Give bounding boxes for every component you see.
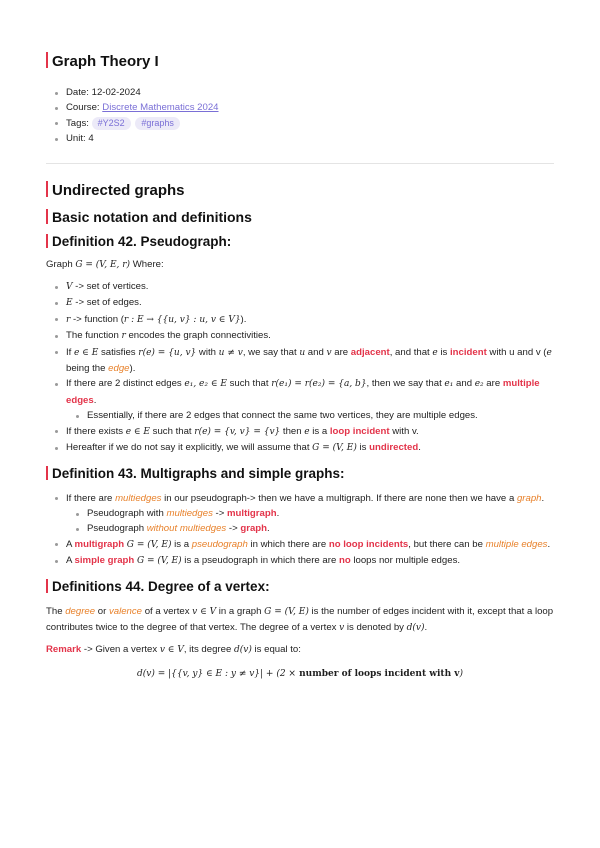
list-item: If e ∈ E satisfies r(e) = {u, v} with u ≠ v, we say that u and v are adjacent, and that e is incident with u and v (e being the edge). [46, 345, 554, 377]
remark: Remark -> Given a vertex v ∈ V, its degree d(v) is equal to: [46, 644, 301, 656]
section-heading-basic: Basic notation and definitions [46, 208, 554, 227]
definition-43-list [46, 491, 554, 570]
list-item: Pseudograph with multiedges -> multigraph. [46, 506, 554, 521]
meta-course: Course: Discrete Mathematics 2024 [46, 100, 554, 115]
tag-y2s2[interactable]: #Y2S2 [92, 117, 131, 130]
list-item: Essentially, if there are 2 edges that connect the same two vertices, they are multiple edges. [46, 408, 554, 423]
list-item: If there are 2 distinct edges e₁, e₂ ∈ E such that r(e₁) = r(e₂) = {a, b}, then we say that e₁ and e₂ are multiple edges. Essentially, if there are 2 edges that connect the same two vertices, they are multiple edges. [46, 376, 554, 423]
list-item: The function r encodes the graph connectivities. [46, 328, 554, 344]
degree-formula: d(v) = |{{v, y} ∈ E : y ≠ v}| + (2 × number of loops incident with v) [137, 668, 463, 679]
definition-43-heading: Definition 43. Multigraphs and simple graphs: [46, 465, 554, 483]
list-item: E -> set of edges. [46, 295, 554, 311]
degree-definition: The degree or valence of a vertex v ∈ V in a graph G = (V, E) is the number of edges incident with it, except that a loop contributes twice to the degree of that vertex. The degree of a vertex v is denoted by d(v). [46, 605, 554, 633]
list-item: Pseudograph without multiedges -> graph. [46, 521, 554, 536]
graph-intro: Graph G = (V, E, r) Where: [46, 258, 164, 270]
sub-list [46, 506, 554, 537]
definition-44-heading: Definitions 44. Degree of a vertex: [46, 578, 554, 596]
definition-42-heading: Definition 42. Pseudograph: [46, 233, 554, 251]
meta-date: Date: 12-02-2024 [46, 85, 554, 100]
divider [46, 163, 554, 164]
list-item: r -> function (r : E → {{u, v} : u, v ∈ V}). [46, 312, 554, 328]
list-item: A simple graph G = (V, E) is a pseudograph in which there are no loops nor multiple edges. [46, 553, 554, 569]
list-item: If there are multiedges in our pseudograph-> then we have a multigraph. If there are none then we have a graph. Pseudograph with multiedges -> multigraph. Pseudograph without multiedges -> graph. [46, 491, 554, 537]
list-item: If there exists e ∈ E such that r(e) = {v, v} = {v} then e is a loop incident with v. [46, 424, 554, 440]
tag-graphs[interactable]: #graphs [135, 117, 180, 130]
list-item: Hereafter if we do not say it explicitly, we will assume that G = (V, E) is undirected. [46, 440, 554, 456]
meta-unit: Unit: 4 [46, 131, 554, 146]
list-item: V -> set of vertices. [46, 279, 554, 295]
sub-list [46, 408, 554, 423]
list-item: A multigraph G = (V, E) is a pseudograph in which there are no loop incidents, but there can be multiple edges. [46, 537, 554, 553]
definition-42-list [46, 279, 554, 456]
meta-tags: Tags: #Y2S2 #graphs [46, 116, 554, 131]
page-title: Graph Theory I [46, 52, 554, 72]
section-heading-undirected: Undirected graphs [46, 181, 554, 201]
metadata-list [46, 85, 554, 147]
heading-accent-bar [46, 52, 48, 68]
course-link[interactable]: Discrete Mathematics 2024 [102, 102, 219, 114]
